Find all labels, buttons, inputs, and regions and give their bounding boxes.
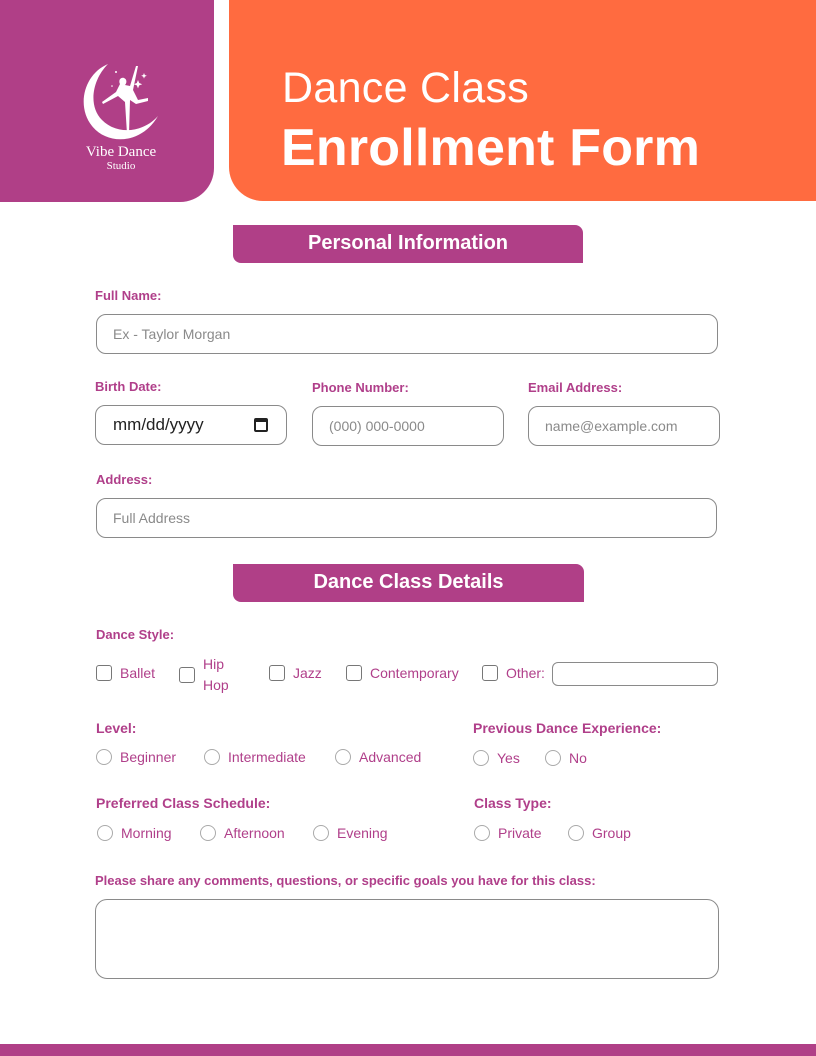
full-name-placeholder: Ex - Taylor Morgan (113, 326, 231, 342)
dance-style-label: Dance Style: (96, 627, 175, 642)
birth-date-label: Birth Date: (95, 379, 162, 394)
level-advanced[interactable] (335, 749, 421, 765)
option-label-line1: Hip (203, 656, 225, 672)
comments-label: Please share any comments, questions, or specific goals you have for this class: (95, 873, 596, 888)
option-label: Group (592, 825, 631, 841)
section-header-personal: Personal Information (233, 225, 583, 263)
checkbox[interactable] (346, 665, 362, 681)
option-label: Other: (506, 665, 545, 681)
checkbox[interactable] (96, 665, 112, 681)
email-placeholder: name@example.com (545, 418, 678, 434)
dance-style-hip-hop[interactable] (179, 654, 229, 696)
class-type-group[interactable] (568, 825, 631, 841)
address-placeholder: Full Address (113, 510, 191, 526)
other-style-input[interactable] (552, 662, 718, 686)
option-label: Private (498, 825, 542, 841)
form-title-line2: Enrollment Form (281, 119, 701, 177)
brand-subtitle: Studio (106, 160, 136, 172)
radio[interactable] (474, 825, 490, 841)
option-label: No (569, 750, 587, 766)
comments-textarea[interactable] (95, 899, 719, 979)
option-label: Morning (121, 825, 172, 841)
dance-style-jazz[interactable] (269, 665, 322, 681)
level-beginner[interactable] (96, 749, 176, 765)
phone-placeholder: (000) 000-0000 (329, 418, 425, 434)
address-label: Address: (96, 472, 153, 487)
option-label: Jazz (293, 665, 322, 681)
experience-label: Previous Dance Experience: (473, 720, 662, 736)
checkbox[interactable] (179, 667, 195, 683)
option-label: Evening (337, 825, 388, 841)
section-header-details: Dance Class Details (233, 564, 584, 602)
schedule-morning[interactable] (97, 825, 172, 841)
phone-input[interactable] (312, 406, 504, 446)
form-title-line1: Dance Class (282, 64, 530, 112)
radio[interactable] (200, 825, 216, 841)
footer-bar (0, 1044, 816, 1056)
radio[interactable] (335, 749, 351, 765)
option-label: Intermediate (228, 749, 306, 765)
experience-yes[interactable] (473, 750, 520, 766)
birth-date-placeholder: mm/dd/yyyy (113, 415, 204, 434)
experience-no[interactable] (545, 750, 587, 766)
option-label: Yes (497, 750, 520, 766)
option-label: Advanced (359, 749, 422, 765)
radio[interactable] (545, 750, 561, 766)
radio[interactable] (313, 825, 329, 841)
radio[interactable] (97, 825, 113, 841)
class-type-private[interactable] (474, 825, 542, 841)
option-label: Beginner (120, 749, 177, 765)
radio[interactable] (204, 749, 220, 765)
brand-name: Vibe Dance (85, 144, 157, 160)
logo-panel (0, 0, 214, 202)
full-name-label: Full Name: (95, 288, 162, 303)
phone-label: Phone Number: (312, 380, 409, 395)
title-panel (229, 0, 816, 201)
calendar-icon[interactable] (254, 418, 268, 432)
dancer-moon-logo-icon (78, 56, 164, 146)
email-input[interactable] (528, 406, 720, 446)
class-type-label: Class Type: (474, 795, 552, 811)
option-label: Ballet (120, 665, 156, 681)
email-label: Email Address: (528, 380, 623, 395)
option-label: Afternoon (224, 825, 285, 841)
dance-style-contemporary[interactable] (346, 665, 459, 681)
radio[interactable] (96, 749, 112, 765)
dance-style-ballet[interactable] (96, 665, 155, 681)
birth-date-input[interactable] (95, 405, 287, 445)
radio[interactable] (568, 825, 584, 841)
checkbox[interactable] (482, 665, 498, 681)
option-label: Contemporary (370, 665, 459, 681)
schedule-afternoon[interactable] (200, 825, 285, 841)
radio[interactable] (473, 750, 489, 766)
option-label (203, 654, 229, 696)
option-label-line2: Hop (203, 677, 229, 693)
level-label: Level: (96, 720, 137, 736)
checkbox[interactable] (269, 665, 285, 681)
schedule-evening[interactable] (313, 825, 388, 841)
level-intermediate[interactable] (204, 749, 306, 765)
dance-style-other[interactable] (482, 665, 545, 681)
full-name-input[interactable] (96, 314, 718, 354)
address-input[interactable] (96, 498, 717, 538)
schedule-label: Preferred Class Schedule: (96, 795, 271, 811)
